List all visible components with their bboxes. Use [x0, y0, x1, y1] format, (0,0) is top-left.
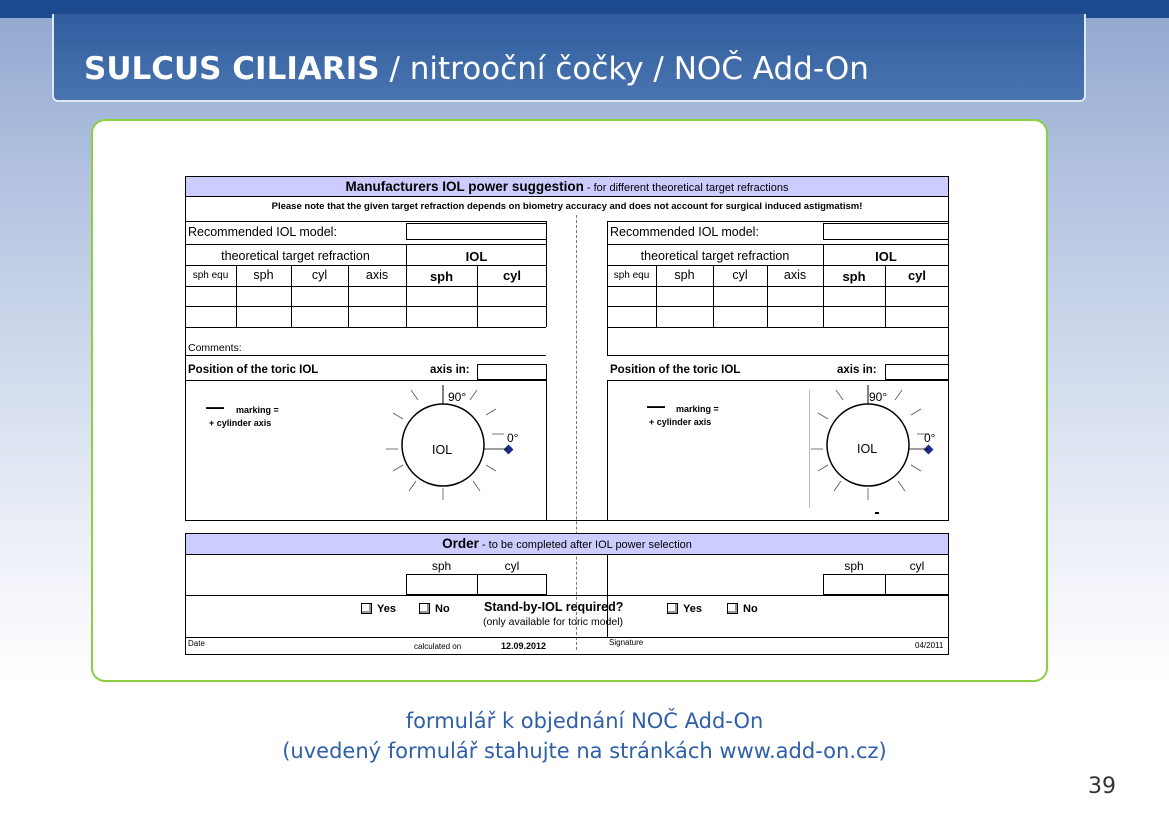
no-label-right: No [743, 603, 758, 615]
marking-label-left: marking = [236, 405, 279, 415]
order-cyl-right: cyl [909, 559, 925, 573]
cylinder-axis-label-left: + cylinder axis [209, 418, 272, 428]
order-cyl-field-left[interactable] [477, 574, 547, 595]
axis-in-field-left[interactable] [477, 364, 547, 380]
caption-line-1: formulář k objednání NOČ Add-On [405, 709, 764, 733]
col-sph-left: sph [253, 268, 274, 282]
order-sph-left: sph [431, 559, 452, 573]
yes-checkbox-right[interactable] [667, 603, 678, 614]
accuracy-note: Please note that the given target refraction depends on biometry accuracy and does not account for surgical induced astigmatism! [271, 201, 863, 212]
target-refraction-label-right: theoretical target refraction [640, 249, 790, 263]
toric-position-label-right: Position of the toric IOL [610, 364, 741, 376]
no-checkbox-right[interactable] [727, 603, 738, 614]
axis-in-label-left: axis in: [430, 364, 470, 376]
col-iol-cyl-right: cyl [907, 268, 927, 283]
axis-in-field-right[interactable] [885, 364, 949, 380]
iol-label-left: IOL [465, 249, 488, 264]
target-refraction-label-left: theoretical target refraction [221, 249, 370, 263]
title-rest: / nitrooční čočky / NOČ Add-On [379, 51, 869, 87]
recommended-model-field-left[interactable] [406, 223, 547, 240]
deg-90-right: 90° [869, 390, 888, 404]
comments-label-left: Comments: [188, 342, 242, 354]
order-sph-right: sph [844, 559, 864, 573]
axis-in-label-right: axis in: [837, 364, 877, 376]
suggestion-title: Manufacturers IOL power suggestion [345, 179, 584, 194]
calculated-date: 12.09.2012 [501, 641, 547, 651]
recommended-label-right: Recommended IOL model: [610, 225, 759, 239]
col-cyl-left: cyl [311, 268, 328, 282]
suggestion-header [185, 176, 949, 197]
iol-label-right: IOL [875, 249, 897, 264]
signature-label: Signature [609, 638, 644, 647]
yes-label-right: Yes [683, 603, 702, 615]
col-axis-left: axis [365, 268, 389, 282]
deg-0-left: 0° [507, 431, 519, 445]
no-checkbox-left[interactable] [419, 603, 430, 614]
order-sph-field-left[interactable] [406, 574, 478, 595]
title-bold: SULCUS CILIARIS [84, 51, 380, 87]
order-sph-field-right[interactable] [823, 574, 886, 595]
col-axis-right: axis [783, 268, 807, 282]
calculated-on-label: calculated on [414, 642, 462, 651]
marking-dash-left: — [206, 397, 224, 417]
col-iol-sph-right: sph [842, 269, 866, 284]
marking-label-right: marking = [676, 404, 719, 414]
no-label-left: No [435, 603, 450, 615]
deg-90-left: 90° [448, 390, 467, 404]
standby-note: (only available for toric model) [483, 616, 624, 628]
dial-iol-right: IOL [857, 442, 878, 456]
col-cyl-right: cyl [732, 268, 748, 282]
toric-position-label-left: Position of the toric IOL [188, 364, 319, 376]
date-label: Date [188, 639, 205, 648]
caption-line-2: (uvedený formulář stahujte na stránkách www.add-on.cz) [282, 739, 887, 763]
deg-0-right: 0° [924, 431, 936, 445]
suggestion-subtitle: - for different theoretical target refractions [583, 182, 789, 194]
page-number: 39 [1088, 774, 1116, 799]
yes-checkbox-left[interactable] [361, 603, 372, 614]
col-iol-sph-left: sph [429, 269, 454, 284]
col-iol-cyl-left: cyl [502, 268, 522, 283]
form-version: 04/2011 [915, 641, 944, 650]
yes-label-left: Yes [377, 603, 396, 615]
dial-iol-left: IOL [432, 443, 453, 457]
order-subtitle: - to be completed after IOL power selection [478, 539, 692, 551]
cylinder-axis-label-right: + cylinder axis [649, 417, 712, 427]
recommended-model-field-right[interactable] [823, 223, 949, 240]
recommended-label-left: Recommended IOL model: [188, 225, 337, 239]
order-header [185, 533, 949, 555]
col-sph-equ-left: sph equ [192, 270, 229, 281]
marking-dash-right: — [647, 396, 665, 416]
order-cyl-field-right[interactable] [885, 574, 949, 595]
order-title: Order [442, 536, 479, 551]
col-sph-equ-right: sph equ [613, 270, 650, 281]
order-cyl-left: cyl [504, 559, 520, 573]
standby-label: Stand-by-IOL required? [484, 600, 624, 614]
col-sph-right: sph [674, 268, 695, 282]
